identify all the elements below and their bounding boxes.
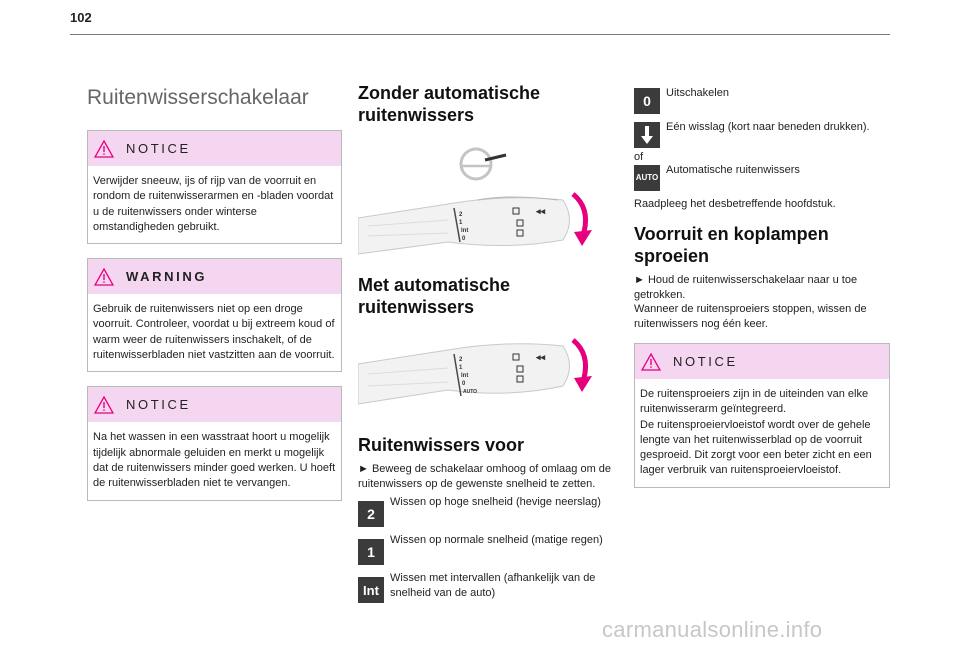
notice-label: NOTICE [673, 354, 738, 369]
item-auto [634, 165, 890, 191]
single-wipe-text: Eén wisslag (kort naar beneden drukken). [666, 121, 870, 133]
stalk-label-1: 1 [459, 220, 463, 226]
notice-header [88, 131, 341, 166]
speed-high-text: Wissen op hoge snelheid (hevige neerslag) [390, 496, 601, 508]
stalk-label-2: 2 [459, 212, 463, 218]
off-0-icon: 0 [634, 88, 660, 114]
speed-interval-text: Wissen met intervallen (afhankelijk van de snelheid van de auto) [390, 572, 596, 599]
stalk-label-2: 2 [459, 357, 463, 363]
heading-spray-line2: sproeien [634, 246, 710, 266]
speed-row-interval [358, 571, 616, 603]
notice-header [635, 344, 889, 379]
column-right [634, 82, 890, 502]
notice-box [634, 343, 890, 488]
notice-label: NOTICE [126, 141, 191, 156]
off-text: Uitschakelen [666, 87, 729, 99]
pink-arrow-icon [574, 376, 592, 392]
column-middle [358, 82, 616, 603]
heading-without-auto [358, 82, 616, 126]
notice-text: De ruitensproeiers zijn in de uiteinden van elke ruitenwisserarm geïntegreerd. De ruitensproeiervloeistof wordt over de gehele lengte van het ruitenwisserblad op de voorruit gesproeid. Dit zorgt voor een beter zicht en een lager verbruik van ruitensproeiervloeistof. [640, 388, 872, 477]
pink-arrow-icon [574, 230, 592, 246]
heading-with-auto [358, 274, 616, 318]
stalk-label-0: 0 [462, 381, 466, 387]
heading-with-auto-line2: ruitenwissers [358, 297, 475, 317]
reference-text: Raadpleeg het desbetreffende hoofdstuk. [634, 197, 836, 210]
heading-without-auto-line2: ruitenwissers [358, 105, 475, 125]
front-wipers-intro: ► Beweeg de schakelaar omhoog of omlaag om de ruitenwissers op de gewenste snelheid te zetten. [358, 463, 612, 490]
warning-text: Gebruik de ruitenwissers niet op een droge voorruit. Controleer, voordat u bij extreem koud of warm weer de ruitenwissers inschakelt, of de ruitenwisserbladen niet vastzitten aan de voorruit. [93, 303, 335, 362]
heading-with-auto-line1: Met automatische [358, 275, 511, 295]
spray-text-2: Wanneer de ruitensproeiers stoppen, wissen de ruitenwissers nog één keer. [634, 303, 867, 330]
speed-normal-text: Wissen op normale snelheid (matige regen) [390, 534, 603, 546]
stalk-label-auto: AUTO [463, 389, 478, 395]
notice-text: Na het wassen in een wasstraat hoort u mogelijk tijdelijk abnormale geluiden en merkt u mogelijk dat de ruitenwissers minder goed werken. U hoeft de ruitenwisserbladen niet te vervangen. [93, 431, 336, 490]
stalk-label-1: 1 [459, 365, 463, 371]
warning-box [87, 258, 342, 372]
stalk-label-int: Int [461, 228, 469, 234]
svg-text:◂◂: ◂◂ [536, 352, 546, 362]
warning-triangle-icon [94, 140, 114, 158]
warning-label: WARNING [126, 269, 208, 285]
stalk-label-int: Int [461, 373, 469, 379]
notice-label: NOTICE [126, 397, 191, 413]
spray-text-1: ► Houd de ruitenwisserschakelaar naar u toe getrokken. [634, 274, 858, 301]
header-rule [70, 34, 890, 35]
heading-spray-line1: Voorruit en koplampen [634, 224, 829, 244]
watermark: carmanualsonline.info [602, 617, 823, 642]
column-left [87, 82, 342, 515]
warning-header [88, 259, 341, 294]
notice-box [87, 386, 342, 500]
warning-triangle-icon [641, 353, 661, 371]
wiper-stalk-auto-illustration [358, 326, 598, 416]
auto-text: Automatische ruitenwissers [666, 163, 800, 176]
heading-spray [634, 223, 890, 267]
speed-int-icon: Int [358, 577, 384, 603]
section-title: Ruitenwisserschakelaar [87, 86, 309, 109]
item-single-wipe [634, 122, 890, 148]
auto-icon: AUTO [634, 165, 660, 191]
speed-1-icon: 1 [358, 539, 384, 565]
speed-row-high [358, 495, 616, 527]
heading-front-wipers: Ruitenwissers voor [358, 435, 525, 455]
speed-row-normal [358, 533, 616, 565]
warning-triangle-icon [94, 268, 114, 286]
warning-triangle-icon [94, 396, 114, 414]
notice-header [88, 387, 341, 422]
wiper-stalk-illustration [358, 136, 598, 266]
stalk-label-0: 0 [462, 236, 466, 242]
heading-without-auto-line1: Zonder automatische [358, 83, 541, 103]
page-number: 102 [70, 10, 92, 25]
or-text: of [634, 151, 644, 163]
notice-text: Verwijder sneeuw, ijs of rijp van de voorruit en rondom de ruitenwisserarmen en -bladen voordat u de ruitenwissers onder winterse omstandigheden gebruikt. [93, 175, 334, 233]
item-off [634, 88, 890, 114]
steering-wheel-icon [461, 149, 506, 179]
notice-box [87, 130, 342, 244]
arrow-down-icon [634, 122, 660, 148]
svg-text:◂◂: ◂◂ [536, 206, 546, 216]
speed-2-icon: 2 [358, 501, 384, 527]
